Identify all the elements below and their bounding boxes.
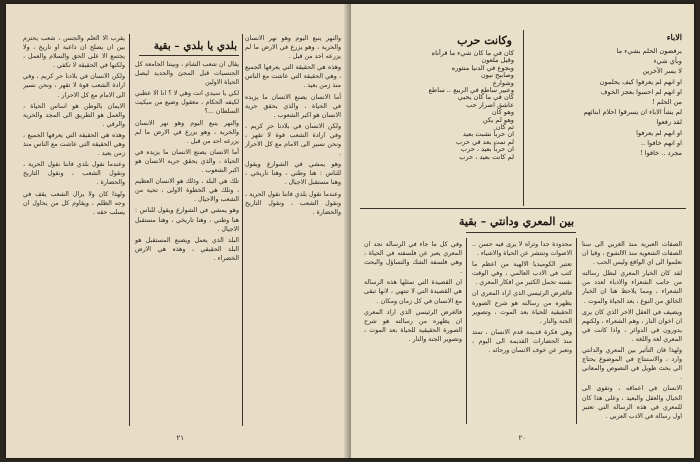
poem-line: لا يسر الآخرين: [642, 67, 682, 76]
poem-line: وقيل ملعون: [481, 56, 514, 65]
article-column-right: [582, 240, 682, 424]
paragraph: فالغرض الرئيسي الذي اراد المعري ان يظهره من رسالته هو شرح الصورة الحقيقية للحياة بعد الموت ، وتصوير الجنة والنار .: [364, 308, 462, 343]
column-divider: [576, 238, 577, 424]
paragraph: فالغرض الرئيسي الذي اراد المعري ان يظهره من رسالته هو شرح الصورة الحقيقية للحياة بعد الموت ، وتصوير الجنة والنار .: [472, 290, 572, 325]
left-page: [6, 4, 349, 458]
section-divider: [360, 208, 686, 209]
article-column-middle: [472, 240, 572, 424]
paragraph: ولهذا كان ولا يزال الشعب يقف في وجه الظلم ، ويقاوم كل من يحاول ان يسلب حقه .: [23, 190, 125, 216]
column-divider: [129, 34, 130, 426]
poem-column-right: [532, 46, 682, 158]
poem-column-left: [394, 50, 514, 161]
paragraph: ولكن الانسان في بلادنا حر كريم ، وفي ارادة الشعب قوة لا تقهر ، ونحن نسير الى الامام مع كل الاحرار .: [23, 73, 125, 99]
paragraph: ويضيف في العقل الاخر الذي كان يرى ان اخوان النار ، وهم الشعراء ، ولكنهم يدورون في الدوائر ، واذا كانت في المعري لغة واللغة .: [582, 308, 682, 343]
left-page-column-far-right: [245, 34, 341, 428]
poem-line: كان في ما كان يحيي: [457, 93, 514, 102]
poem-line: او انهم لم احسوا بعجز الخوف: [600, 87, 682, 96]
page-number-right: ٢٠: [518, 434, 526, 442]
paragraph: والنهر ينبع اليوم وهو نهر الانسان والحرية ، وهو يزرع في الارض ما لم يزرعه احد من قبل .: [245, 35, 341, 61]
paragraph: والنهر ينبع اليوم وهو نهر الانسان والحرية ، وهو يزرع في الارض ما لم يزرعه احد من قبل .: [135, 119, 239, 145]
poem-line: ثم كان: [495, 123, 514, 132]
paragraph: تلك هي البلد ، وذلك هو الانسان العظيم ، وتلك هي الخطوة الاولى ، تحية من الشعب والاجيال .: [135, 178, 239, 204]
paragraph: الصفات العبرية منذ الغربي الى سنا الصفات الشعوية منذ الالشوح ، وقيا ان تعلموا الى اي الواقع وليس الحب .: [582, 241, 682, 267]
paragraph: الانسان في اعماقه ، وتقوى الى الخيال والعقل والبعيد ، وعلى هذا كان للمعري في هذه الرسالة التي تعتبر اول رسالة في الادب العربي .: [582, 385, 682, 420]
paragraph: محدودة جدا وتراه لا يرى فيه حسن .. الاصوات وتنتشر عن الحياة والاشياء .: [472, 241, 572, 258]
paragraph: لكي يا سيدي انت وهي لا ؟ انا الا عطبي لكيفه الحكام ، معقول وضيع من ميكيت السلطان ...؟: [135, 90, 239, 116]
paragraph: لقد كان الخيار المعري لبطل رسالته من جانب الشعراء والادباء لعدد من الشعراء ، ومما يلاحظ هنا ان الخيار الخالق من النوع ، بعد الحياة والموت .: [582, 270, 682, 305]
poem-line: ان حرباً بعيد ، حرب: [460, 145, 514, 154]
poem-line: لم يشأ الاباء ان يسرقوا احلام ابنائهم: [583, 108, 682, 117]
poem-line: او انهم خافوا ..: [640, 138, 682, 147]
paragraph: أما الانسان يصنع الانسان ما يزيده في الحياة ، والذي يحقق حرية الانسان هو اكبر الشعوب .: [245, 93, 341, 119]
poem-line: وصابيح نيون: [480, 71, 514, 80]
poem-line: وبأي شيء: [653, 57, 682, 66]
paragraph: الايمان بالوطن هو اساس الحياة ، والعمل هو الطريق الى المجد والحرية والرقي .: [23, 102, 125, 128]
paragraph: وعندما نقول بلدي فاننا نقول الحرية ، ونقول الشعب ، ونقول التاريخ والحضارة .: [23, 161, 125, 187]
paragraph: ان القصيدة التي تمثلها هذه الرسالة هي القصيدة التي لا تنتهي ، لانها تبقى مع الانسان في كل زمان ومكان .: [364, 279, 462, 305]
poem-line: يرفضون الحلم بشيء ما: [616, 47, 682, 55]
article-title-left: بلدي يا بلدي – بقية: [153, 40, 237, 52]
paragraph: وهو يمشي في الشوارع ويقول للناس : هنا وطني ، وهنا تاريخي ، وهنا مستقبل الاجيال .: [135, 207, 239, 233]
poem-line: لم تمت بعد في حرب: [456, 137, 514, 146]
poem-line: وهو لم يكن: [482, 115, 514, 124]
paragraph: البلد الذي يعمل ويصنع المستقبل هو البلد الحقيقي ، وهذه هي الارض الخضراء .: [135, 236, 239, 262]
poem-line: لم كانت بعيد ، حرب: [459, 152, 514, 161]
poem-label: الاباء: [666, 32, 682, 42]
paragraph: وفي كل ما جاء في الرسالة نجد ان المعري يعبر عن فلسفته في الحياة ، وهي فلسفة الشك والتساؤل والبحث .: [364, 241, 462, 276]
title-underline: [466, 232, 576, 233]
paragraph: ولكن الانسان في بلادنا حر كريم ، وفي ارادة الشعب قوة لا تقهر ، ونحن نسير الى الامام مع كل الاحرار .: [245, 122, 341, 158]
poem-line: وعبير ساطع في الربيع .. ساطع: [428, 86, 514, 95]
poem-line: لقد رفعوا: [656, 118, 682, 127]
poem-line: ان حرباً نشبت بعيد: [462, 130, 514, 139]
poem-line: وهو كان: [491, 108, 514, 117]
poem-title: وكانت حرب: [457, 34, 512, 47]
poem-line: عاشق اصرار حب: [466, 100, 514, 109]
poem-line: كان في ما كان شيء ما قرأناه: [431, 49, 514, 57]
article-column-left: [364, 240, 462, 424]
paragraph: يقرب الا العلم والجنس ، شعب يحترم بين ان يصلح ان داعية او تاريخ ، ولا يجتمع الا على الحق والسلام والعمل ، ولكنها في الحقيقة لا تكفي .: [23, 35, 125, 70]
paragraph: تعتبر الكوميديا الالهية من اعظم ما كتب في الادب العالمي ، وفي الوقت نفسه تحمل الكثير من افكار المعري .: [472, 261, 572, 287]
paragraph: وهذه هي الحقيقة التي يعرفها الجميع ، وهي الحقيقة التي عاشت مع الناس منذ زمن بعيد .: [245, 64, 341, 90]
poem-line: وبجوع في الدنيا منثوره: [451, 63, 514, 72]
paragraph: ولهذا فان التأثير بين المعري والدانتي وارد ، والاستنتاج في الموضوع يحتاج الى بحث طويل في النصوص والمعاني .: [582, 347, 682, 382]
title-underline: [139, 55, 239, 56]
paragraph: وهذه هي الحقيقة التي يعرفها الجميع ، وهي الحقيقة التي عاشت مع الناس منذ زمن بعيد .: [23, 131, 125, 158]
poem-line: وشوارع: [492, 78, 514, 87]
column-divider: [466, 238, 467, 424]
poem-divider: [523, 30, 524, 206]
magazine-spread: [6, 4, 694, 458]
paragraph: يقال ان شعب الشام ، وبيننا الجامعة كل الجنسيات قبل المجئ والجديد ليصل الحياة الاولين: [135, 61, 239, 87]
article-title-right: بين المعري ودانتي – بقية: [459, 215, 574, 228]
left-page-column-left: [23, 34, 125, 428]
paragraph: أما الانسان يصنع الانسان ما يزيده في الحياة ، والذي يحقق حرية الانسان هو اكبر الشعوب .: [135, 148, 239, 175]
poem-line: او انهم لم يعرفوا: [636, 128, 682, 137]
poem-line: مجرد .. خافوا !: [640, 149, 682, 158]
paragraph: وعندما نقول بلدي فاننا نقول الحرية ، ونقول الشعب ، ونقول التاريخ والحضارة .: [245, 190, 341, 216]
poem-line: من الحلم !: [651, 98, 682, 107]
page-number-left: ٢١: [176, 434, 184, 442]
left-page-column-right: [135, 60, 239, 428]
poem-line: او انهم لم يعرفوا كيف يحلمون: [599, 77, 682, 86]
right-page: [351, 4, 694, 458]
paragraph: وهو يمشي في الشوارع ويقول للناس : هنا وطني ، وهنا تاريخي ، وهنا مستقبل الاجيال .: [245, 161, 341, 187]
paragraph: وهي فكرة قديمة قدم الانسان ، تمتد منذ الحضارات القديمة الى اليوم ، وتعبر عن خوف الانسان ورجائه .: [472, 328, 572, 355]
column-divider: [242, 34, 243, 426]
